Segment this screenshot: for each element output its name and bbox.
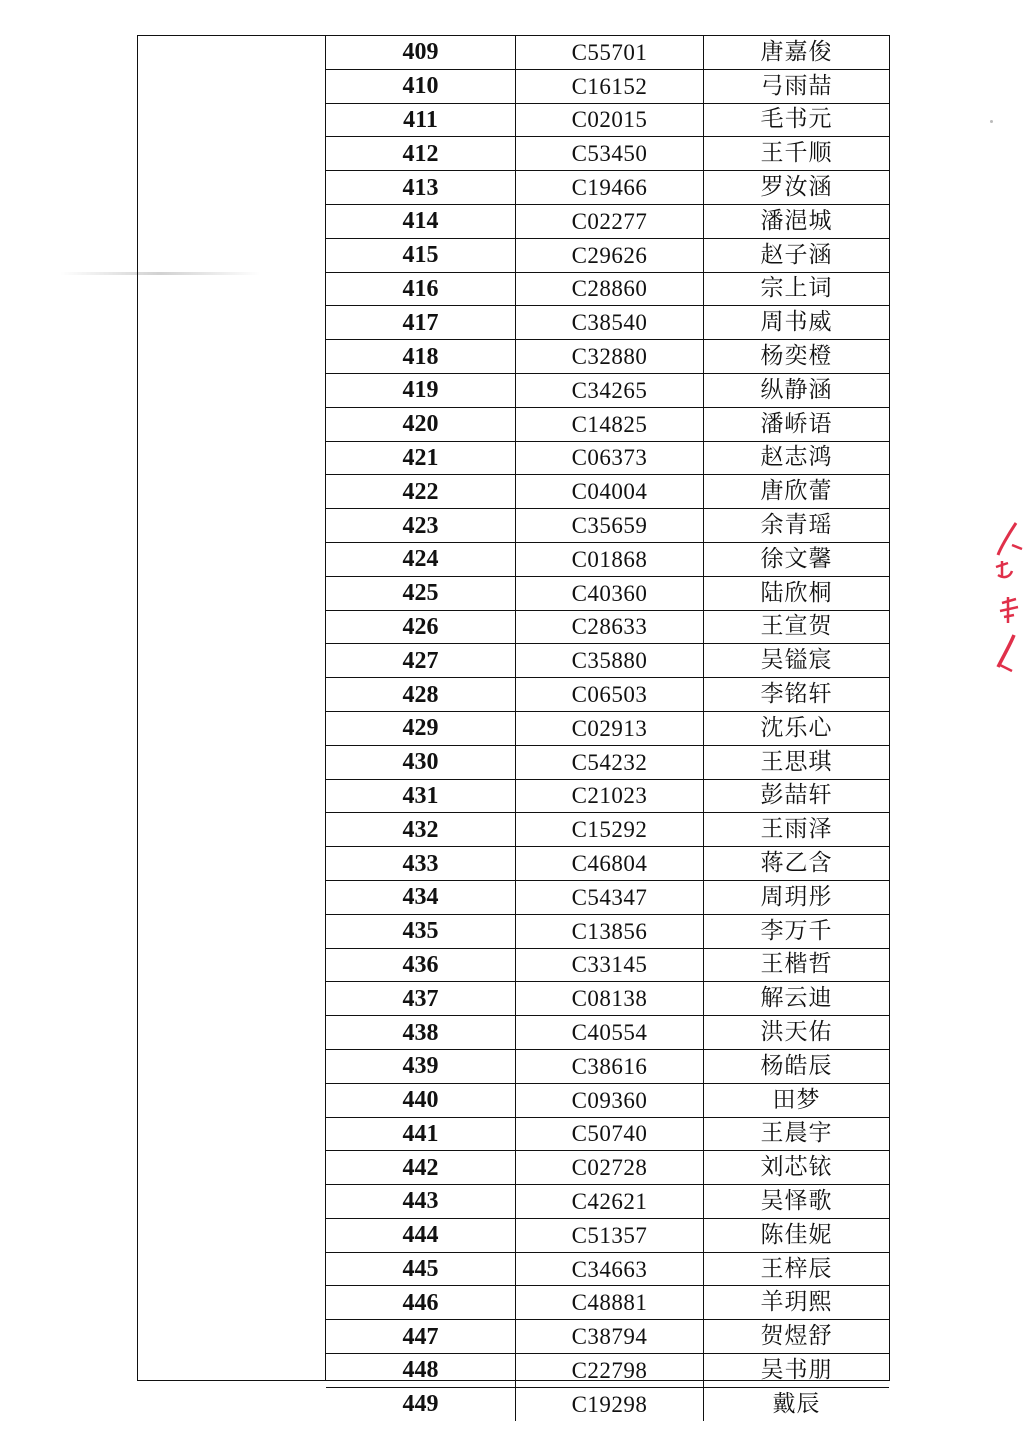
student-name: 杨皓辰 [704, 1049, 890, 1083]
student-code: C02015 [516, 103, 704, 137]
table-row [326, 779, 889, 813]
student-name: 王楷哲 [704, 948, 890, 982]
row-number: 418 [326, 340, 516, 374]
row-number: 446 [326, 1286, 516, 1320]
table-row [326, 1252, 889, 1286]
student-name: 贺煜舒 [704, 1320, 890, 1354]
student-code: C34663 [516, 1252, 704, 1286]
student-name: 吴书朋 [704, 1354, 890, 1388]
student-name: 唐欣蕾 [704, 475, 890, 509]
table-row [326, 1049, 889, 1083]
row-number: 412 [326, 137, 516, 171]
row-number: 425 [326, 576, 516, 610]
row-number: 438 [326, 1016, 516, 1050]
student-name: 陈佳妮 [704, 1218, 890, 1252]
roster-table [326, 36, 889, 1421]
table-row [326, 1320, 889, 1354]
student-code: C53450 [516, 137, 704, 171]
student-code: C15292 [516, 813, 704, 847]
table-row [326, 272, 889, 306]
student-code: C14825 [516, 407, 704, 441]
scan-artifact-dot [990, 120, 993, 123]
table-row [326, 441, 889, 475]
row-number: 437 [326, 982, 516, 1016]
student-code: C33145 [516, 948, 704, 982]
student-code: C54232 [516, 745, 704, 779]
table-row [326, 982, 889, 1016]
student-code: C38616 [516, 1049, 704, 1083]
row-number: 427 [326, 644, 516, 678]
student-name: 王梓辰 [704, 1252, 890, 1286]
table-row [326, 69, 889, 103]
table-row [326, 103, 889, 137]
student-code: C08138 [516, 982, 704, 1016]
row-number: 416 [326, 272, 516, 306]
student-name: 蒋乙含 [704, 847, 890, 881]
row-number: 415 [326, 238, 516, 272]
table-row [326, 847, 889, 881]
student-code: C06503 [516, 678, 704, 712]
table-row [326, 204, 889, 238]
student-code: C38540 [516, 306, 704, 340]
student-name: 杨奕橙 [704, 340, 890, 374]
row-number: 423 [326, 509, 516, 543]
student-name: 沈乐心 [704, 711, 890, 745]
student-name: 毛书元 [704, 103, 890, 137]
table-row [326, 914, 889, 948]
table-row [326, 745, 889, 779]
student-name: 李铭轩 [704, 678, 890, 712]
student-name: 吴镒宸 [704, 644, 890, 678]
table-row [326, 306, 889, 340]
row-number: 414 [326, 204, 516, 238]
student-name: 罗汝涵 [704, 171, 890, 205]
student-code: C28860 [516, 272, 704, 306]
student-code: C19298 [516, 1387, 704, 1420]
table-row [326, 238, 889, 272]
table-row [326, 1218, 889, 1252]
row-number: 411 [326, 103, 516, 137]
student-name: 吴怿歌 [704, 1185, 890, 1219]
row-number: 420 [326, 407, 516, 441]
student-code: C28633 [516, 610, 704, 644]
student-code: C54347 [516, 880, 704, 914]
row-number: 413 [326, 171, 516, 205]
student-name: 周玥彤 [704, 880, 890, 914]
student-name: 田梦 [704, 1083, 890, 1117]
student-name: 王雨泽 [704, 813, 890, 847]
student-code: C13856 [516, 914, 704, 948]
row-number: 432 [326, 813, 516, 847]
row-number: 429 [326, 711, 516, 745]
student-name: 赵志鸿 [704, 441, 890, 475]
roster-table-frame [137, 35, 890, 1418]
table-row [326, 407, 889, 441]
student-name: 王晨宇 [704, 1117, 890, 1151]
table-row [326, 137, 889, 171]
student-code: C02728 [516, 1151, 704, 1185]
table-row [326, 678, 889, 712]
roster-table-body [326, 36, 889, 1421]
student-name: 彭喆轩 [704, 779, 890, 813]
student-name: 羊玥熙 [704, 1286, 890, 1320]
student-name: 宗上词 [704, 272, 890, 306]
table-row [326, 475, 889, 509]
student-code: C04004 [516, 475, 704, 509]
student-code: C40554 [516, 1016, 704, 1050]
table-row [326, 1117, 889, 1151]
student-name: 弓雨喆 [704, 69, 890, 103]
student-name: 解云迪 [704, 982, 890, 1016]
row-number: 434 [326, 880, 516, 914]
row-number: 441 [326, 1117, 516, 1151]
row-number: 445 [326, 1252, 516, 1286]
row-number: 409 [326, 36, 516, 69]
student-code: C34265 [516, 373, 704, 407]
student-code: C50740 [516, 1117, 704, 1151]
student-name: 潘浥城 [704, 204, 890, 238]
row-number: 443 [326, 1185, 516, 1219]
merged-left-column [138, 36, 326, 1380]
row-number: 435 [326, 914, 516, 948]
student-code: C51357 [516, 1218, 704, 1252]
student-code: C09360 [516, 1083, 704, 1117]
row-number: 421 [326, 441, 516, 475]
student-name: 刘芯铱 [704, 1151, 890, 1185]
student-code: C42621 [516, 1185, 704, 1219]
row-number: 430 [326, 745, 516, 779]
student-code: C48881 [516, 1286, 704, 1320]
student-name: 周书威 [704, 306, 890, 340]
student-code: C19466 [516, 171, 704, 205]
student-code: C29626 [516, 238, 704, 272]
student-code: C16152 [516, 69, 704, 103]
table-row [326, 1151, 889, 1185]
student-name: 陆欣桐 [704, 576, 890, 610]
student-code: C02277 [516, 204, 704, 238]
student-code: C02913 [516, 711, 704, 745]
table-row [326, 340, 889, 374]
table-row [326, 542, 889, 576]
table-row [326, 948, 889, 982]
table-row [326, 880, 889, 914]
student-name: 徐文馨 [704, 542, 890, 576]
row-number: 439 [326, 1049, 516, 1083]
student-name: 戴辰 [772, 1390, 821, 1417]
row-number: 426 [326, 610, 516, 644]
table-row [326, 1016, 889, 1050]
student-code: C40360 [516, 576, 704, 610]
table-row [326, 36, 889, 69]
student-name: 余青瑶 [704, 509, 890, 543]
row-number: 449 [326, 1387, 516, 1420]
student-name: 李万千 [704, 914, 890, 948]
table-row [326, 1354, 889, 1388]
table-row [326, 1286, 889, 1320]
row-number: 428 [326, 678, 516, 712]
row-number: 424 [326, 542, 516, 576]
student-code: C06373 [516, 441, 704, 475]
row-number: 447 [326, 1320, 516, 1354]
table-row [326, 813, 889, 847]
student-code: C01868 [516, 542, 704, 576]
table-row [326, 711, 889, 745]
row-number: 442 [326, 1151, 516, 1185]
red-seal-stamp-edge [986, 515, 1024, 675]
student-name: 纵静涵 [704, 373, 890, 407]
row-number: 417 [326, 306, 516, 340]
table-row [326, 576, 889, 610]
row-number: 422 [326, 475, 516, 509]
row-number: 440 [326, 1083, 516, 1117]
student-name: 洪天佑 [704, 1016, 890, 1050]
student-code: C22798 [516, 1354, 704, 1388]
student-code: C21023 [516, 779, 704, 813]
row-number: 410 [326, 69, 516, 103]
table-row [326, 373, 889, 407]
student-code: C35659 [516, 509, 704, 543]
student-code: C32880 [516, 340, 704, 374]
student-code: C46804 [516, 847, 704, 881]
table-row [326, 644, 889, 678]
row-number: 436 [326, 948, 516, 982]
student-name: 王千顺 [704, 137, 890, 171]
student-name: 王宣贺 [704, 610, 890, 644]
student-code: C35880 [516, 644, 704, 678]
table-row [326, 1083, 889, 1117]
row-number: 431 [326, 779, 516, 813]
student-name: 赵子涵 [704, 238, 890, 272]
student-name: 唐嘉俊 [704, 36, 890, 69]
student-code: C38794 [516, 1320, 704, 1354]
table-row [326, 1387, 889, 1420]
student-code: C55701 [516, 36, 704, 69]
student-name: 潘峤语 [704, 407, 890, 441]
table-row [326, 610, 889, 644]
table-row [326, 171, 889, 205]
table-row [326, 509, 889, 543]
table-row [326, 1185, 889, 1219]
row-number: 419 [326, 373, 516, 407]
student-name: 王思琪 [704, 745, 890, 779]
row-number: 444 [326, 1218, 516, 1252]
row-number: 433 [326, 847, 516, 881]
row-number: 448 [326, 1354, 516, 1388]
